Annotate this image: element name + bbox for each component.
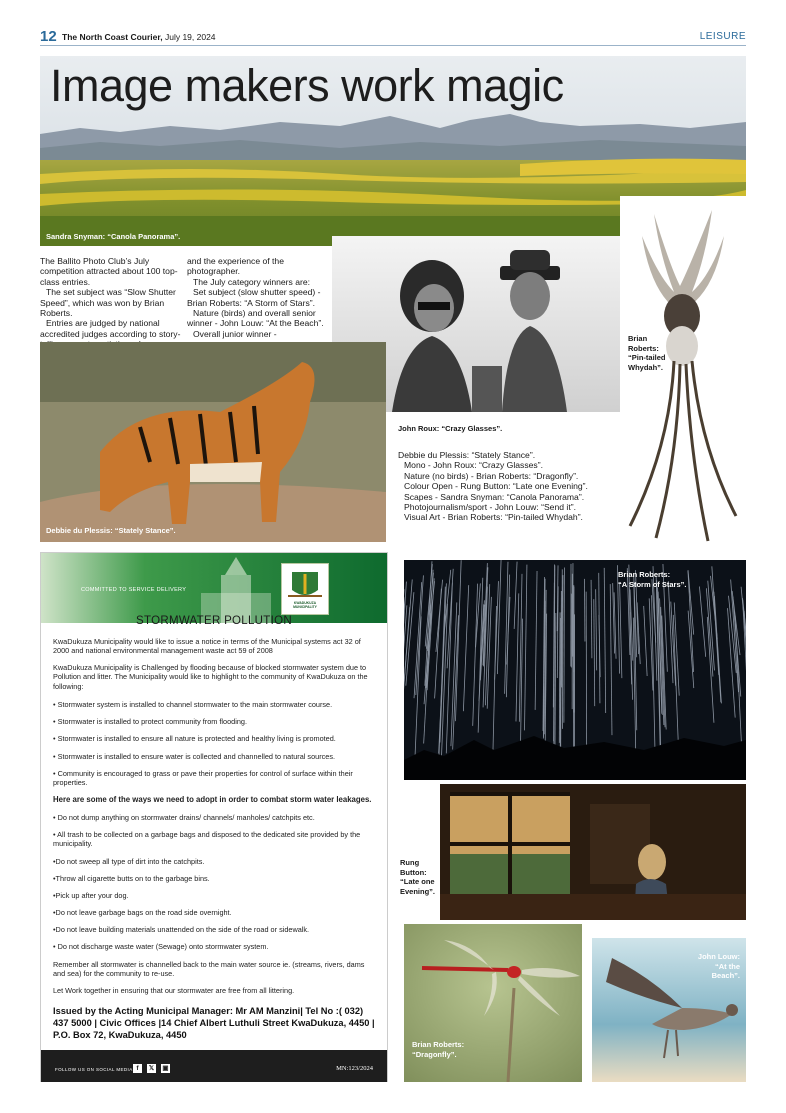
article-paragraph: Mono - John Roux: “Crazy Glasses”. <box>404 460 543 471</box>
social-media-label: FOLLOW US ON SOCIAL MEDIA <box>55 1067 133 1072</box>
article-paragraph: Scapes - Sandra Snyman: “Canola Panorama”. <box>404 491 585 502</box>
paper-name: The North Coast Courier, July 19, 2024 <box>62 32 216 42</box>
article-paragraph: Visual Art - Brian Roberts: “Pin-tailed Whydah”. <box>404 512 583 523</box>
caption-late-evening: Rung Button: “Late one Evening”. <box>400 858 436 896</box>
notice-intro: KwaDukuza Municipality would like to issue a notice in terms of the Municipal systems act 32 of 2000 and national environmental management waste act 59 of 2008 <box>53 637 361 656</box>
notice-footer <box>41 1050 387 1082</box>
notice-rule: •Do not leave building materials unattended on the side of the road or sidewalk. <box>53 925 310 934</box>
caption-canola: Sandra Snyman: “Canola Panorama”. <box>46 232 181 241</box>
article-paragraph: Debbie du Plessis: “Stately Stance”. <box>398 450 536 460</box>
late-one-evening-photo <box>440 784 746 920</box>
article-paragraph: Set subject (slow shutter speed) - Brian Roberts: “A Storm of Stars”. <box>187 287 321 308</box>
caption-dragonfly: Brian Roberts: “Dragonfly”. <box>412 1040 465 1059</box>
article-paragraph: The Ballito Photo Club’s July competition attracted about 100 top-class entries. <box>40 256 178 287</box>
caption-stars: Brian Roberts: “A Storm of Stars”. <box>618 570 687 589</box>
notice-rule: •Do not sweep all type of dirt into the catchpits. <box>53 857 205 866</box>
caption-whydah: Brian Roberts: “Pin-tailed Whydah”. <box>628 334 666 372</box>
notice-rule: •Throw all cigarette butts on to the garbage bins. <box>53 874 210 883</box>
caption-tiger: Debbie du Plessis: “Stately Stance”. <box>46 526 176 535</box>
notice-reference: MN:123/2024 <box>336 1065 373 1072</box>
caption-beach: John Louw: “At the Beach”. <box>697 952 740 980</box>
article-column-3 <box>398 450 603 523</box>
article-paragraph: Nature (no birds) - Brian Roberts: “Dragonfly”. <box>404 470 579 481</box>
article-paragraph: The July category winners are: <box>193 276 311 287</box>
municipality-logo: KWADUKUZA MUNICIPALITY <box>281 563 329 615</box>
pin-tailed-whydah-photo <box>620 196 746 548</box>
article-paragraph: Colour Open - Rung Button: “Late one Evening”. <box>404 481 588 492</box>
stately-stance-photo <box>40 342 386 542</box>
storm-of-stars-photo <box>404 560 746 780</box>
notice-together: Let Work together in ensuring that our stormwater are free from all littering. <box>53 986 295 995</box>
caption-crazy-glasses: John Roux: “Crazy Glasses”. <box>398 424 503 433</box>
notice-challenge: KwaDukuza Municipality is Challenged by flooding because of blocked stormwater system due to Pollution and litter. The Municipality would like to highlight to the community of KwaDukuza on the following: <box>53 663 368 691</box>
notice-bullet: • Stormwater is installed to ensure water is collected and channelled to natural sources. <box>53 752 336 761</box>
notice-issued-by: Issued by the Acting Municipal Manager: Mr AM Manzini| Tel No :( 032) 437 5000 | Civic Offices |14 Chief Albert Luthuli Street KwaDukuza, 4450 | P.O. Box 72, KwaDukuza, 4450 <box>53 1006 375 1040</box>
notice-bullet: • Stormwater is installed to protect community from flooding. <box>53 717 247 726</box>
civic-building-icon <box>191 553 281 623</box>
notice-bullet: • Stormwater is installed to ensure all nature is protected and healthy living is promoted. <box>53 734 336 743</box>
banner-slogan: COMMITTED TO SERVICE DELIVERY <box>81 587 187 593</box>
notice-rule: • Do not discharge waste water (Sewage) onto stormwater system. <box>53 942 269 951</box>
issue-date: July 19, 2024 <box>164 32 216 42</box>
notice-title: STORMWATER POLLUTION <box>136 615 292 627</box>
notice-bullet: • Stormwater system is installed to channel stormwater to the main stormwater course. <box>53 700 333 709</box>
notice-rule: •Do not leave garbage bags on the road side overnight. <box>53 908 232 917</box>
notice-rule: • All trash to be collected on a garbage bags and disposed to the dedicated site provided by the municipality. <box>53 830 361 849</box>
stormwater-notice-ad <box>40 552 388 1082</box>
crest-icon <box>282 564 328 604</box>
x-icon[interactable]: 𝕏 <box>148 1065 155 1072</box>
article-column-2 <box>187 256 327 339</box>
headline: Image makers work magic <box>50 60 564 111</box>
notice-banner <box>41 553 387 623</box>
section-label: LEISURE <box>699 31 746 42</box>
notice-remember: Remember all stormwater is channelled back to the main water source ie. (streams, rivers, dams and sea) for the community to re-use. <box>53 960 365 979</box>
notice-rule: • Do not dump anything on stormwater drains/ channels/ manholes/ catchpits etc. <box>53 813 315 822</box>
article-paragraph: Entries are judged by national accredited judges according to story- <box>40 318 181 339</box>
article-paragraph: Nature (birds) and overall senior winner - John Louw: “At the Beach”. <box>187 308 324 329</box>
page-number: 12 <box>40 28 57 45</box>
article-paragraph: Photojournalism/sport - John Louw: “Send it”. <box>404 502 576 513</box>
instagram-icon[interactable]: ▣ <box>162 1065 169 1072</box>
folio-bar <box>40 30 746 46</box>
article-paragraph: and the experience of the photographer. <box>187 256 284 277</box>
notice-rule: •Pick up after your dog. <box>53 891 129 900</box>
facebook-icon[interactable]: f <box>133 1064 142 1073</box>
ways-heading: Here are some of the ways we need to adopt in order to combat storm water leakages. <box>53 795 372 804</box>
article-paragraph: Overall junior winner - <box>193 328 277 339</box>
notice-bullet: • Community is encouraged to grass or pave their properties for control of surface within their properties. <box>53 769 353 788</box>
article-paragraph: The set subject was “Slow Shutter Speed”, which was won by Brian Roberts. <box>40 287 176 319</box>
